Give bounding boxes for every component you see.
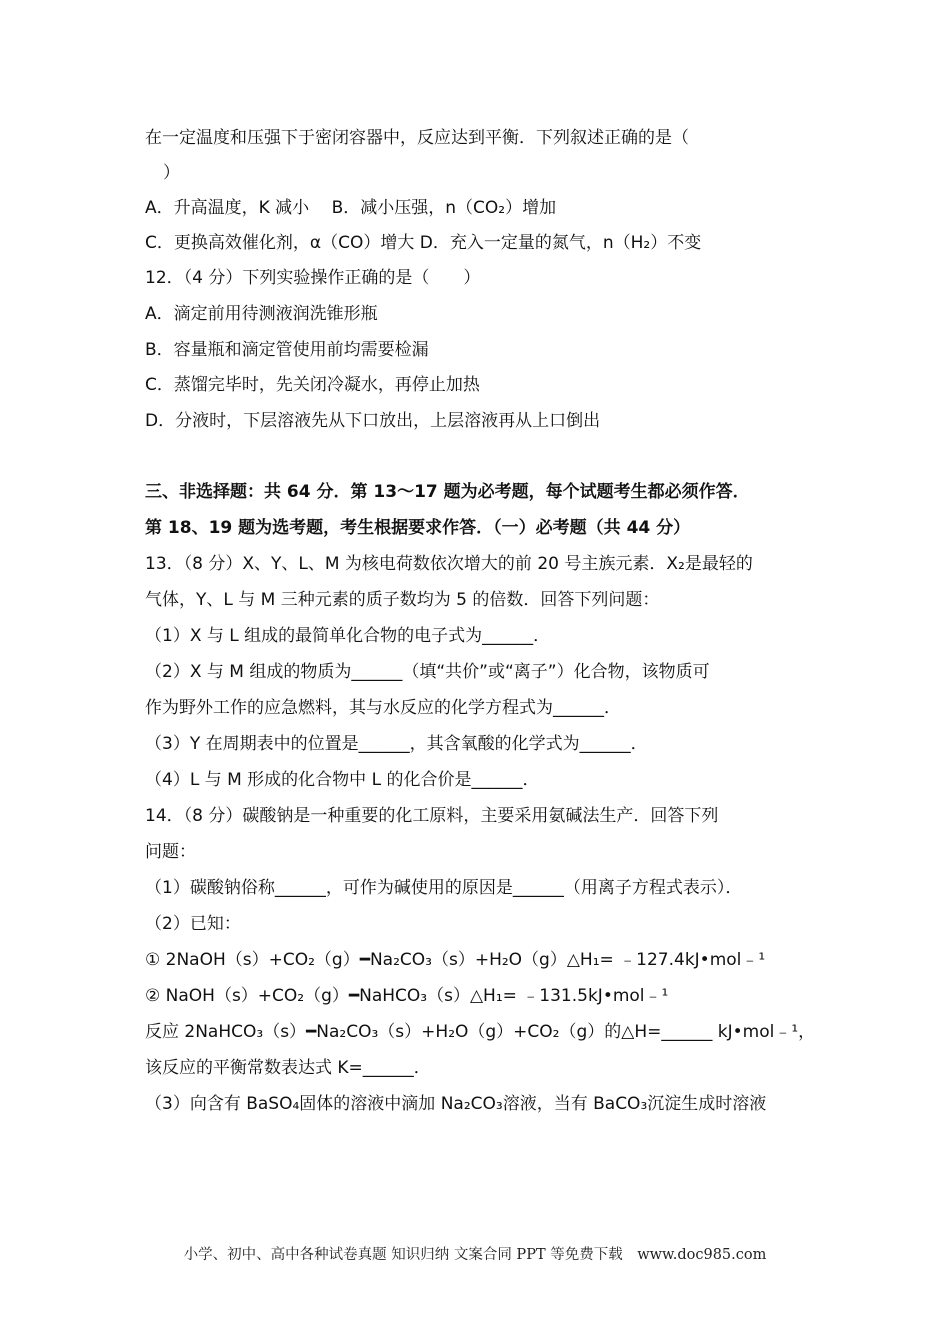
question-13: 13．（8 分）X、Y、L、M 为核电荷数依次增大的前 20 号主族元素．X₂是最轻的 <box>145 554 753 574</box>
text-line: （2）X 与 M 组成的物质为______（填“共价”或“离子”）化合物，该物质可 <box>145 662 710 682</box>
section-heading: 三、非选择题：共 64 分．第 13～17 题为必考题，每个试题考生都必须作答． <box>145 482 750 502</box>
option-line: C．更换高效催化剂，α（CO）增大 D．充入一定量的氮气，n（H₂）不变 <box>145 233 702 253</box>
text-line: （3）Y 在周期表中的位置是______，其含氧酸的化学式为______． <box>145 734 648 754</box>
text-line: （3）向含有 BaSO₄固体的溶液中滴加 Na₂CO₃溶液，当有 BaCO₃沉淀生成时溶液 <box>145 1094 767 1114</box>
equation-line: 反应 2NaHCO₃（s）━Na₂CO₃（s）+H₂O（g）+CO₂（g）的△H=______ kJ•mol﹣¹， <box>145 1022 816 1042</box>
text-line: 作为野外工作的应急燃料，其与水反应的化学方程式为______． <box>145 698 621 718</box>
option-line: B．容量瓶和滴定管使用前均需要检漏 <box>145 340 429 360</box>
option-line: D．分液时，下层溶液先从下口放出，上层溶液再从上口倒出 <box>145 411 601 431</box>
page-footer: 小学、初中、高中各种试卷真题 知识归纳 文案合同 PPT 等免费下载 www.doc985.com <box>183 1247 767 1263</box>
option-line: A．升高温度，K 减小 B．减小压强，n（CO₂）增加 <box>145 198 557 218</box>
text-line: 该反应的平衡常数表达式 K=______． <box>145 1058 431 1078</box>
equation-line: ② NaOH（s）+CO₂（g）━NaHCO₃（s）△H₁= ﹣131.5kJ•mol﹣¹ <box>145 986 669 1006</box>
question-12: 12．（4 分）下列实验操作正确的是（ ） <box>145 268 481 288</box>
text-line: ） <box>163 163 180 183</box>
text-line: （2）已知： <box>145 914 241 934</box>
question-14: 14．（8 分）碳酸钠是一种重要的化工原料，主要采用氨碱法生产．回答下列 <box>145 806 719 826</box>
option-line: A．滴定前用待测液润洗锥形瓶 <box>145 304 378 324</box>
text-line: （1）X 与 L 组成的最简单化合物的电子式为______． <box>145 626 551 646</box>
section-heading: 第 18、19 题为选考题，考生根据要求作答．（一）必考题（共 44 分） <box>145 518 691 538</box>
text-line: 气体，Y、L 与 M 三种元素的质子数均为 5 的倍数．回答下列问题： <box>145 590 660 610</box>
text-line: （4）L 与 M 形成的化合物中 L 的化合价是______． <box>145 770 540 790</box>
equation-line: ① 2NaOH（s）+CO₂（g）━Na₂CO₃（s）+H₂O（g）△H₁= ﹣127.4kJ•mol﹣¹ <box>145 950 766 970</box>
text-line: 在一定温度和压强下于密闭容器中，反应达到平衡．下列叙述正确的是（ <box>145 128 689 148</box>
text-line: 问题： <box>145 842 196 862</box>
option-line: C．蒸馏完毕时，先关闭冷凝水，再停止加热 <box>145 375 480 395</box>
text-line: （1）碳酸钠俗称______，可作为碱使用的原因是______（用离子方程式表示）． <box>145 878 743 898</box>
